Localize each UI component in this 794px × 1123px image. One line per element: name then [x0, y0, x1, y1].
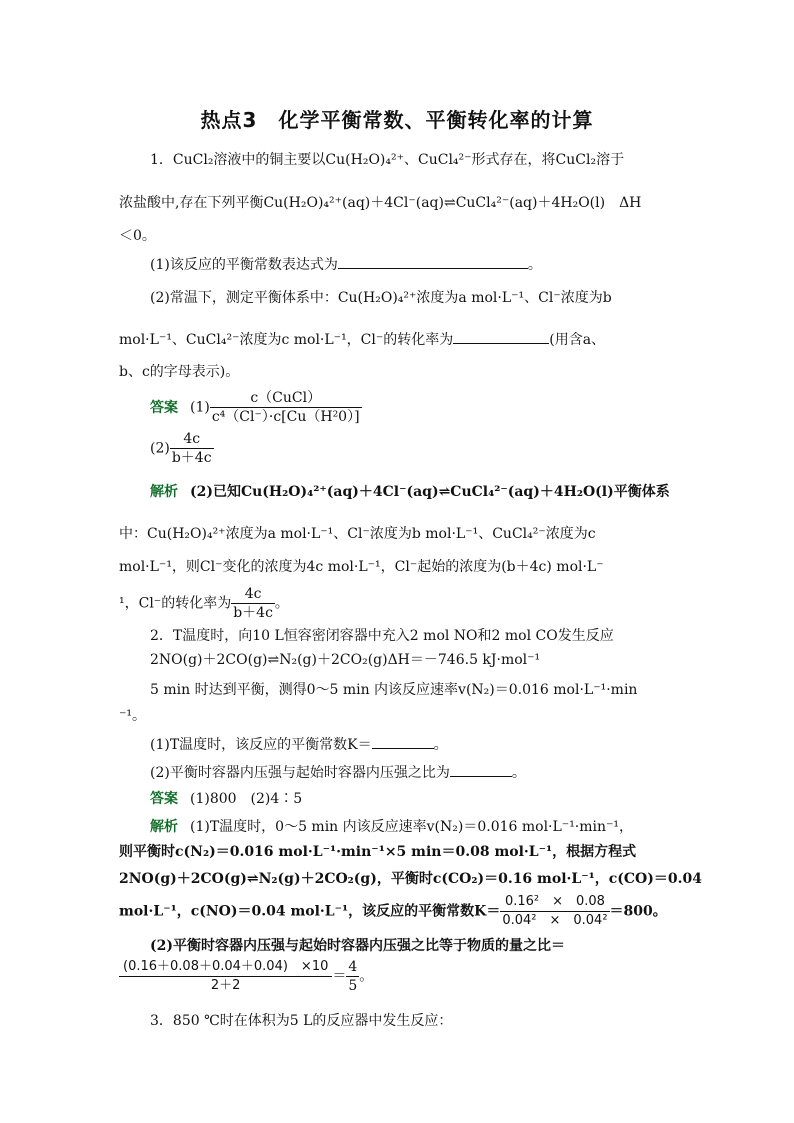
equilibrium-constant-fraction	[210, 389, 362, 426]
fraction-numerator: (0.16＋0.08＋0.04＋0.04) ×10	[123, 959, 329, 974]
q2-line-1: 2．T温度时，向10 L恒容密闭容器中充入2 mol NO和2 mol CO发生反应	[150, 628, 614, 644]
s2-line-4-text: mol·L⁻¹，c(NO)＝0.04 mol·L⁻¹，该反应的平衡常数K＝	[119, 903, 501, 920]
answer-label: 答案	[150, 791, 178, 807]
s2-line-4	[119, 893, 667, 930]
fraction-numerator: 4c	[244, 586, 262, 602]
a1-part-1	[150, 389, 362, 426]
a1-part-2	[150, 430, 214, 467]
q1-part-2-text: mol·L⁻¹、CuCl₄²⁻浓度为c mol·L⁻¹，Cl⁻的转化率为	[119, 332, 454, 348]
solution-label: 解析	[150, 819, 178, 835]
s2-line-2: 则平衡时c(N₂)＝0.016 mol·L⁻¹·min⁻¹×5 min＝0.08 mol·L⁻¹，根据方程式	[119, 844, 637, 860]
q2-part-1	[150, 734, 448, 755]
s2-line-6-end: 。	[359, 968, 374, 985]
fraction-denominator: 0.04² × 0.04²	[502, 913, 608, 928]
s1-line-4-text: ¹，Cl⁻的转化率为	[119, 595, 232, 612]
q1-line-1: 1．CuCl₂溶液中的铜主要以Cu(H₂O)₄²⁺、CuCl₄²⁻形式存在，将CuCl₂溶于	[150, 152, 625, 168]
fraction-denominator: 5	[348, 978, 358, 994]
q2-part-2	[150, 762, 526, 783]
s1-line-1-text: (2)已知Cu(H₂O)₄²⁺(aq)＋4Cl⁻(aq)⇌CuCl₄²⁻(aq)＋4H₂O(l)平衡体系	[190, 484, 670, 500]
q1-line-3: ＜0。	[119, 228, 156, 244]
result-fraction	[346, 958, 359, 995]
answer-blank-1[interactable]	[338, 254, 528, 269]
q2-line-2: 2NO(g)＋2CO(g)⇌N₂(g)＋2CO₂(g)ΔH＝－746.5 kJ·mol⁻¹	[150, 652, 541, 668]
s1-line-4-end: 。	[274, 595, 289, 612]
equilibrium-constant-fraction	[500, 893, 609, 930]
fraction-denominator: c⁴（Cl⁻）·c[Cu（H²0）]	[211, 409, 360, 425]
s1-line-2: 中：Cu(H₂O)₄²⁺浓度为a mol·L⁻¹、Cl⁻浓度为b mol·L⁻¹、CuCl₄²⁻浓度为c	[119, 526, 596, 542]
s1-line-1	[150, 482, 670, 502]
a2-line	[150, 789, 302, 809]
s2-line-4-end: ＝800。	[609, 903, 667, 920]
equals-sign: ＝	[332, 968, 347, 985]
q2-part-1-text: (1)T温度时，该反应的平衡常数K＝	[150, 737, 372, 753]
q1-part-1	[150, 254, 542, 275]
q1-part-2-end: (用含a、	[549, 332, 606, 348]
q1-line-2: 浓盐酸中,存在下列平衡Cu(H₂O)₄²⁺(aq)＋4Cl⁻(aq)⇌CuCl₄²⁻(aq)＋4H₂O(l) ΔH	[119, 195, 642, 211]
page-title: 热点3 化学平衡常数、平衡转化率的计算	[200, 108, 594, 132]
s2-line-1	[150, 817, 633, 837]
fraction-numerator: 0.16² × 0.08	[504, 894, 605, 909]
q1-part-2-line-1: (2)常温下，测定平衡体系中：Cu(H₂O)₄²⁺浓度为a mol·L⁻¹、Cl⁻浓度为b	[150, 290, 612, 306]
q1-part-2-line-2	[119, 329, 605, 350]
pressure-ratio-fraction	[119, 958, 332, 995]
s1-line-3: mol·L⁻¹，则Cl⁻变化的浓度为4c mol·L⁻¹，Cl⁻起始的浓度为(b＋4c) mol·L⁻	[119, 559, 604, 575]
q1-part-1-end: 。	[527, 257, 542, 273]
fraction-denominator: 2＋2	[119, 976, 332, 995]
s2-line-3: 2NO(g)＋2CO(g)⇌N₂(g)＋2CO₂(g)，平衡时c(CO₂)＝0.16 mol·L⁻¹，c(CO)＝0.04	[119, 871, 702, 887]
s2-line-6	[119, 958, 373, 995]
q2-line-4: ⁻¹。	[119, 708, 147, 724]
a1-part-1-prefix: (1)	[190, 399, 210, 416]
fraction-numerator: c（CuCl）	[250, 390, 322, 406]
solution-label: 解析	[150, 484, 178, 500]
answer-blank-3[interactable]	[372, 734, 434, 749]
fraction-denominator: b＋4c	[233, 605, 273, 621]
answer-blank-4[interactable]	[450, 762, 512, 777]
q2-part-1-end: 。	[433, 737, 448, 753]
fraction-denominator: b＋4c	[171, 450, 212, 466]
q2-line-3: 5 min 时达到平衡，测得0～5 min 内该反应速率v(N₂)＝0.016 mol·L⁻¹·min	[150, 682, 638, 698]
answer-label: 答案	[150, 399, 178, 416]
q1-part-2-line-3: b、c的字母表示)。	[119, 364, 240, 380]
s2-line-1-text: (1)T温度时，0～5 min 内该反应速率v(N₂)＝0.016 mol·L⁻¹·min⁻¹，	[190, 819, 634, 835]
a2-text: (1)800 (2)4∶5	[190, 791, 303, 807]
s2-line-5: (2)平衡时容器内压强与起始时容器内压强之比等于物质的量之比＝	[150, 938, 565, 954]
q3-line-1: 3．850 ℃时在体积为5 L的反应器中发生反应：	[150, 1013, 453, 1029]
q2-part-2-end: 。	[511, 765, 526, 781]
q1-part-1-text: (1)该反应的平衡常数表达式为	[150, 257, 338, 273]
answer-blank-2[interactable]	[453, 329, 549, 344]
fraction-numerator: 4c	[183, 431, 201, 447]
fraction-numerator: 4	[348, 959, 358, 975]
conversion-rate-fraction	[170, 430, 214, 467]
s1-line-4	[119, 585, 289, 622]
conversion-rate-fraction	[231, 585, 275, 622]
q2-part-2-text: (2)平衡时容器内压强与起始时容器内压强之比为	[150, 765, 450, 781]
a1-part-2-prefix: (2)	[150, 440, 170, 457]
